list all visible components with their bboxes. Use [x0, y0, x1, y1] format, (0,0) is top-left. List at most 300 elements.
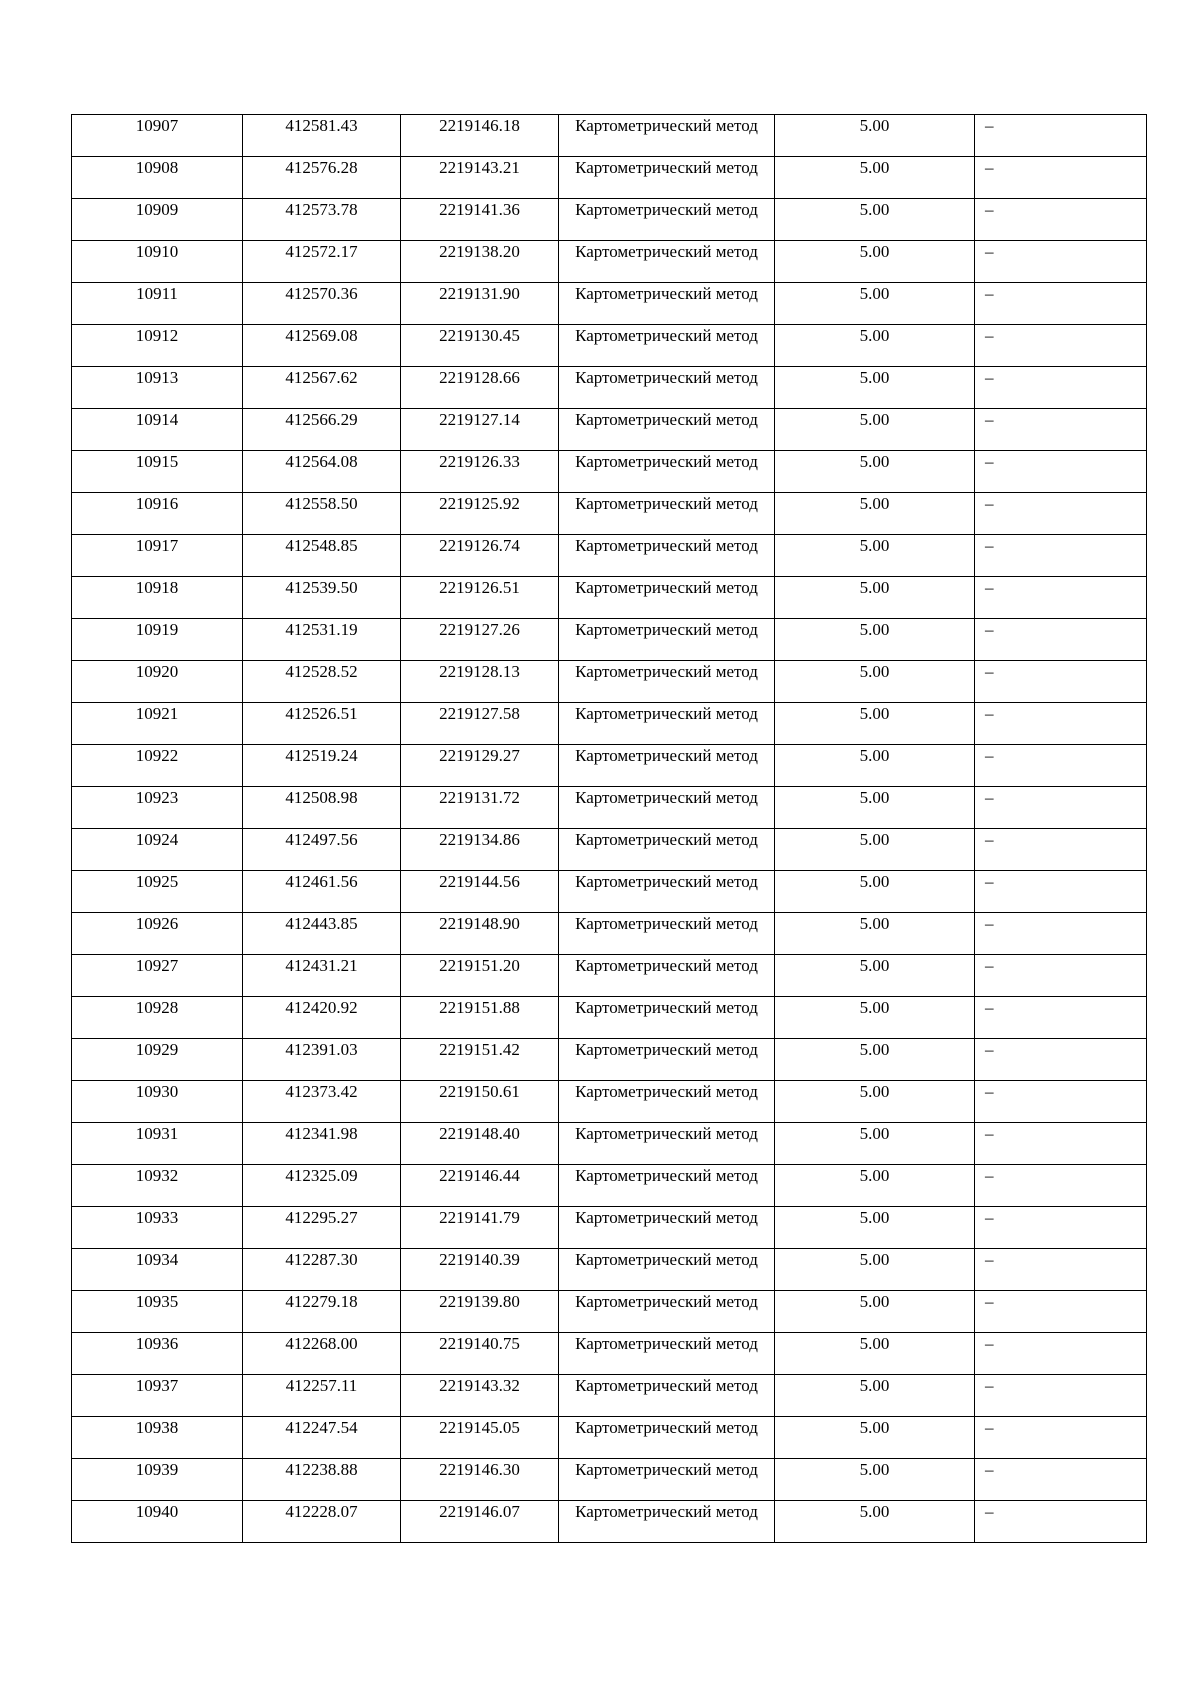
point-number-cell-text: 10921 [135, 704, 179, 723]
accuracy-cell-text: 5.00 [859, 326, 890, 345]
point-number-cell-text: 10933 [135, 1208, 179, 1227]
accuracy-cell-text: 5.00 [859, 1418, 890, 1437]
y-coordinate-cell [401, 283, 559, 325]
accuracy-cell-text: 5.00 [859, 368, 890, 387]
table-row [72, 997, 1147, 1039]
x-coordinate-cell [243, 661, 401, 703]
method-cell-text: Картометрический метод [575, 662, 758, 681]
method-cell [559, 1207, 775, 1249]
point-number-cell-text: 10923 [135, 788, 179, 807]
x-coordinate-cell-text: 412569.08 [285, 326, 358, 345]
table-row [72, 1417, 1147, 1459]
y-coordinate-cell [401, 703, 559, 745]
point-number-cell-text: 10939 [135, 1460, 179, 1479]
y-coordinate-cell [401, 367, 559, 409]
method-cell-text: Картометрический метод [575, 788, 758, 807]
x-coordinate-cell-text: 412558.50 [285, 494, 358, 513]
note-cell-text: – [985, 410, 994, 429]
note-cell [975, 787, 1147, 829]
point-number-cell [72, 451, 243, 493]
table-row [72, 1501, 1147, 1543]
point-number-cell-text: 10937 [135, 1376, 179, 1395]
method-cell [559, 871, 775, 913]
table-row [72, 1333, 1147, 1375]
point-number-cell-text: 10929 [135, 1040, 179, 1059]
note-cell [975, 997, 1147, 1039]
accuracy-cell [775, 1291, 975, 1333]
point-number-cell-text: 10922 [135, 746, 179, 765]
point-number-cell [72, 1375, 243, 1417]
y-coordinate-cell-text: 2219148.40 [439, 1124, 520, 1143]
point-number-cell-text: 10928 [135, 998, 179, 1017]
note-cell-text: – [985, 620, 994, 639]
note-cell-text: – [985, 158, 994, 177]
y-coordinate-cell [401, 493, 559, 535]
x-coordinate-cell [243, 1291, 401, 1333]
method-cell [559, 535, 775, 577]
note-cell [975, 199, 1147, 241]
x-coordinate-cell-text: 412564.08 [285, 452, 358, 471]
note-cell-text: – [985, 1376, 994, 1395]
y-coordinate-cell [401, 1417, 559, 1459]
note-cell-text: – [985, 1250, 994, 1269]
x-coordinate-cell [243, 283, 401, 325]
table-row [72, 1375, 1147, 1417]
accuracy-cell [775, 1039, 975, 1081]
note-cell-text: – [985, 1124, 994, 1143]
y-coordinate-cell-text: 2219126.51 [439, 578, 520, 597]
point-number-cell-text: 10910 [135, 242, 179, 261]
method-cell [559, 199, 775, 241]
y-coordinate-cell-text: 2219138.20 [439, 242, 520, 261]
note-cell [975, 1249, 1147, 1291]
point-number-cell-text: 10930 [135, 1082, 179, 1101]
method-cell-text: Картометрический метод [575, 1460, 758, 1479]
method-cell [559, 409, 775, 451]
point-number-cell [72, 493, 243, 535]
y-coordinate-cell-text: 2219146.07 [439, 1502, 520, 1521]
point-number-cell [72, 1291, 243, 1333]
point-number-cell-text: 10924 [135, 830, 179, 849]
method-cell [559, 619, 775, 661]
point-number-cell [72, 535, 243, 577]
accuracy-cell-text: 5.00 [859, 1292, 890, 1311]
accuracy-cell-text: 5.00 [859, 452, 890, 471]
table-row [72, 787, 1147, 829]
method-cell [559, 829, 775, 871]
y-coordinate-cell-text: 2219151.42 [439, 1040, 520, 1059]
method-cell [559, 1249, 775, 1291]
point-number-cell [72, 1459, 243, 1501]
accuracy-cell [775, 1081, 975, 1123]
point-number-cell-text: 10927 [135, 956, 179, 975]
y-coordinate-cell [401, 913, 559, 955]
note-cell-text: – [985, 1166, 994, 1185]
method-cell [559, 283, 775, 325]
point-number-cell [72, 367, 243, 409]
x-coordinate-cell-text: 412576.28 [285, 158, 358, 177]
note-cell-text: – [985, 1502, 994, 1521]
x-coordinate-cell [243, 577, 401, 619]
x-coordinate-cell-text: 412570.36 [285, 284, 358, 303]
x-coordinate-cell [243, 1165, 401, 1207]
method-cell-text: Картометрический метод [575, 200, 758, 219]
note-cell [975, 1459, 1147, 1501]
method-cell [559, 577, 775, 619]
y-coordinate-cell [401, 451, 559, 493]
note-cell [975, 325, 1147, 367]
x-coordinate-cell [243, 997, 401, 1039]
x-coordinate-cell [243, 409, 401, 451]
method-cell-text: Картометрический метод [575, 1208, 758, 1227]
accuracy-cell [775, 1333, 975, 1375]
note-cell-text: – [985, 872, 994, 891]
x-coordinate-cell [243, 955, 401, 997]
x-coordinate-cell-text: 412581.43 [285, 116, 358, 135]
y-coordinate-cell [401, 577, 559, 619]
point-number-cell-text: 10919 [135, 620, 179, 639]
point-number-cell [72, 1207, 243, 1249]
point-number-cell [72, 1081, 243, 1123]
y-coordinate-cell-text: 2219151.88 [439, 998, 520, 1017]
point-number-cell [72, 913, 243, 955]
accuracy-cell-text: 5.00 [859, 830, 890, 849]
table-row [72, 115, 1147, 157]
note-cell [975, 745, 1147, 787]
x-coordinate-cell-text: 412341.98 [285, 1124, 358, 1143]
point-number-cell [72, 661, 243, 703]
point-number-cell [72, 1333, 243, 1375]
y-coordinate-cell [401, 1501, 559, 1543]
method-cell-text: Картометрический метод [575, 830, 758, 849]
method-cell-text: Картометрический метод [575, 326, 758, 345]
y-coordinate-cell [401, 1165, 559, 1207]
point-number-cell [72, 1249, 243, 1291]
y-coordinate-cell-text: 2219127.58 [439, 704, 520, 723]
x-coordinate-cell-text: 412247.54 [285, 1418, 358, 1437]
accuracy-cell [775, 1249, 975, 1291]
method-cell [559, 997, 775, 1039]
method-cell-text: Картометрический метод [575, 1376, 758, 1395]
x-coordinate-cell [243, 1333, 401, 1375]
accuracy-cell [775, 577, 975, 619]
y-coordinate-cell [401, 1333, 559, 1375]
method-cell [559, 1039, 775, 1081]
note-cell [975, 535, 1147, 577]
y-coordinate-cell-text: 2219140.75 [439, 1334, 520, 1353]
point-number-cell-text: 10911 [136, 284, 178, 303]
method-cell-text: Картометрический метод [575, 242, 758, 261]
table-row [72, 1081, 1147, 1123]
table-row [72, 1291, 1147, 1333]
method-cell-text: Картометрический метод [575, 284, 758, 303]
note-cell [975, 1375, 1147, 1417]
point-number-cell-text: 10932 [135, 1166, 179, 1185]
method-cell-text: Картометрический метод [575, 998, 758, 1017]
y-coordinate-cell-text: 2219151.20 [439, 956, 520, 975]
method-cell [559, 661, 775, 703]
method-cell-text: Картометрический метод [575, 746, 758, 765]
table-row [72, 661, 1147, 703]
table-row [72, 1039, 1147, 1081]
accuracy-cell [775, 1459, 975, 1501]
method-cell [559, 241, 775, 283]
point-number-cell [72, 955, 243, 997]
method-cell [559, 1165, 775, 1207]
note-cell-text: – [985, 494, 994, 513]
y-coordinate-cell-text: 2219131.72 [439, 788, 520, 807]
point-number-cell [72, 619, 243, 661]
note-cell [975, 493, 1147, 535]
note-cell [975, 1417, 1147, 1459]
y-coordinate-cell-text: 2219131.90 [439, 284, 520, 303]
table-row [72, 199, 1147, 241]
table-row [72, 241, 1147, 283]
accuracy-cell-text: 5.00 [859, 1376, 890, 1395]
x-coordinate-cell-text: 412539.50 [285, 578, 358, 597]
method-cell-text: Картометрический метод [575, 1334, 758, 1353]
table-row [72, 1165, 1147, 1207]
x-coordinate-cell-text: 412287.30 [285, 1250, 358, 1269]
y-coordinate-cell [401, 787, 559, 829]
point-number-cell [72, 703, 243, 745]
x-coordinate-cell [243, 745, 401, 787]
point-number-cell-text: 10931 [135, 1124, 179, 1143]
method-cell-text: Картометрический метод [575, 872, 758, 891]
method-cell-text: Картометрический метод [575, 368, 758, 387]
y-coordinate-cell [401, 745, 559, 787]
point-number-cell [72, 241, 243, 283]
coordinates-table-body [72, 115, 1147, 1543]
point-number-cell [72, 115, 243, 157]
y-coordinate-cell-text: 2219139.80 [439, 1292, 520, 1311]
accuracy-cell [775, 199, 975, 241]
note-cell [975, 1501, 1147, 1543]
method-cell [559, 1459, 775, 1501]
y-coordinate-cell [401, 1039, 559, 1081]
point-number-cell-text: 10908 [135, 158, 179, 177]
y-coordinate-cell-text: 2219143.21 [439, 158, 520, 177]
note-cell [975, 1081, 1147, 1123]
point-number-cell [72, 1123, 243, 1165]
accuracy-cell [775, 325, 975, 367]
table-row [72, 955, 1147, 997]
x-coordinate-cell [243, 829, 401, 871]
point-number-cell-text: 10918 [135, 578, 179, 597]
y-coordinate-cell [401, 1459, 559, 1501]
x-coordinate-cell-text: 412431.21 [285, 956, 358, 975]
method-cell-text: Картометрический метод [575, 494, 758, 513]
y-coordinate-cell-text: 2219127.26 [439, 620, 520, 639]
note-cell-text: – [985, 1334, 994, 1353]
point-number-cell-text: 10909 [135, 200, 179, 219]
y-coordinate-cell-text: 2219134.86 [439, 830, 520, 849]
point-number-cell-text: 10938 [135, 1418, 179, 1437]
point-number-cell-text: 10907 [135, 116, 179, 135]
point-number-cell [72, 325, 243, 367]
note-cell [975, 367, 1147, 409]
method-cell [559, 955, 775, 997]
y-coordinate-cell [401, 115, 559, 157]
table-row [72, 619, 1147, 661]
x-coordinate-cell [243, 451, 401, 493]
point-number-cell [72, 199, 243, 241]
accuracy-cell [775, 1207, 975, 1249]
accuracy-cell [775, 1165, 975, 1207]
accuracy-cell [775, 1123, 975, 1165]
point-number-cell [72, 745, 243, 787]
method-cell [559, 1417, 775, 1459]
y-coordinate-cell-text: 2219150.61 [439, 1082, 520, 1101]
table-row [72, 451, 1147, 493]
point-number-cell [72, 157, 243, 199]
accuracy-cell [775, 913, 975, 955]
y-coordinate-cell-text: 2219125.92 [439, 494, 520, 513]
method-cell-text: Картометрический метод [575, 914, 758, 933]
x-coordinate-cell-text: 412573.78 [285, 200, 358, 219]
note-cell-text: – [985, 704, 994, 723]
accuracy-cell [775, 283, 975, 325]
y-coordinate-cell-text: 2219126.74 [439, 536, 520, 555]
x-coordinate-cell [243, 1207, 401, 1249]
accuracy-cell-text: 5.00 [859, 872, 890, 891]
note-cell-text: – [985, 578, 994, 597]
accuracy-cell-text: 5.00 [859, 1082, 890, 1101]
y-coordinate-cell [401, 955, 559, 997]
accuracy-cell-text: 5.00 [859, 704, 890, 723]
point-number-cell-text: 10920 [135, 662, 179, 681]
accuracy-cell [775, 493, 975, 535]
accuracy-cell [775, 451, 975, 493]
note-cell-text: – [985, 1082, 994, 1101]
y-coordinate-cell [401, 871, 559, 913]
x-coordinate-cell-text: 412528.52 [285, 662, 358, 681]
y-coordinate-cell-text: 2219148.90 [439, 914, 520, 933]
x-coordinate-cell-text: 412519.24 [285, 746, 358, 765]
method-cell-text: Картометрический метод [575, 158, 758, 177]
accuracy-cell [775, 1375, 975, 1417]
x-coordinate-cell-text: 412531.19 [285, 620, 358, 639]
note-cell-text: – [985, 1460, 994, 1479]
note-cell [975, 115, 1147, 157]
accuracy-cell [775, 1501, 975, 1543]
y-coordinate-cell [401, 535, 559, 577]
point-number-cell-text: 10940 [135, 1502, 179, 1521]
y-coordinate-cell [401, 1123, 559, 1165]
y-coordinate-cell-text: 2219128.13 [439, 662, 520, 681]
method-cell [559, 115, 775, 157]
accuracy-cell-text: 5.00 [859, 242, 890, 261]
point-number-cell [72, 997, 243, 1039]
method-cell-text: Картометрический метод [575, 1418, 758, 1437]
x-coordinate-cell-text: 412548.85 [285, 536, 358, 555]
note-cell [975, 1039, 1147, 1081]
table-row [72, 409, 1147, 451]
note-cell-text: – [985, 200, 994, 219]
accuracy-cell [775, 661, 975, 703]
point-number-cell [72, 871, 243, 913]
x-coordinate-cell [243, 1039, 401, 1081]
accuracy-cell-text: 5.00 [859, 410, 890, 429]
method-cell [559, 1291, 775, 1333]
x-coordinate-cell-text: 412443.85 [285, 914, 358, 933]
x-coordinate-cell-text: 412257.11 [285, 1376, 358, 1395]
y-coordinate-cell-text: 2219145.05 [439, 1418, 520, 1437]
method-cell-text: Картометрический метод [575, 1040, 758, 1059]
accuracy-cell-text: 5.00 [859, 116, 890, 135]
note-cell-text: – [985, 998, 994, 1017]
x-coordinate-cell [243, 1249, 401, 1291]
accuracy-cell [775, 1417, 975, 1459]
x-coordinate-cell-text: 412526.51 [285, 704, 358, 723]
accuracy-cell [775, 955, 975, 997]
note-cell-text: – [985, 1418, 994, 1437]
y-coordinate-cell-text: 2219144.56 [439, 872, 520, 891]
table-row [72, 577, 1147, 619]
method-cell [559, 703, 775, 745]
accuracy-cell-text: 5.00 [859, 914, 890, 933]
method-cell [559, 367, 775, 409]
accuracy-cell-text: 5.00 [859, 1460, 890, 1479]
accuracy-cell [775, 367, 975, 409]
accuracy-cell-text: 5.00 [859, 788, 890, 807]
table-row [72, 535, 1147, 577]
accuracy-cell-text: 5.00 [859, 746, 890, 765]
note-cell-text: – [985, 1040, 994, 1059]
method-cell-text: Картометрический метод [575, 578, 758, 597]
table-row [72, 745, 1147, 787]
x-coordinate-cell-text: 412325.09 [285, 1166, 358, 1185]
point-number-cell-text: 10935 [135, 1292, 179, 1311]
method-cell [559, 1123, 775, 1165]
x-coordinate-cell [243, 1081, 401, 1123]
accuracy-cell-text: 5.00 [859, 536, 890, 555]
y-coordinate-cell [401, 199, 559, 241]
y-coordinate-cell [401, 1375, 559, 1417]
method-cell [559, 1501, 775, 1543]
y-coordinate-cell-text: 2219127.14 [439, 410, 520, 429]
x-coordinate-cell-text: 412566.29 [285, 410, 358, 429]
table-row [72, 325, 1147, 367]
y-coordinate-cell [401, 1081, 559, 1123]
point-number-cell [72, 829, 243, 871]
x-coordinate-cell [243, 199, 401, 241]
method-cell-text: Картометрический метод [575, 116, 758, 135]
accuracy-cell [775, 157, 975, 199]
x-coordinate-cell-text: 412391.03 [285, 1040, 358, 1059]
table-row [72, 829, 1147, 871]
x-coordinate-cell-text: 412461.56 [285, 872, 358, 891]
accuracy-cell [775, 745, 975, 787]
point-number-cell [72, 1501, 243, 1543]
y-coordinate-cell [401, 1207, 559, 1249]
note-cell-text: – [985, 368, 994, 387]
x-coordinate-cell-text: 412279.18 [285, 1292, 358, 1311]
note-cell [975, 955, 1147, 997]
note-cell [975, 409, 1147, 451]
y-coordinate-cell-text: 2219146.44 [439, 1166, 520, 1185]
y-coordinate-cell-text: 2219141.36 [439, 200, 520, 219]
x-coordinate-cell-text: 412497.56 [285, 830, 358, 849]
method-cell [559, 1333, 775, 1375]
y-coordinate-cell-text: 2219146.18 [439, 116, 520, 135]
method-cell-text: Картометрический метод [575, 1166, 758, 1185]
y-coordinate-cell [401, 409, 559, 451]
note-cell-text: – [985, 746, 994, 765]
note-cell [975, 451, 1147, 493]
note-cell-text: – [985, 326, 994, 345]
method-cell [559, 1081, 775, 1123]
